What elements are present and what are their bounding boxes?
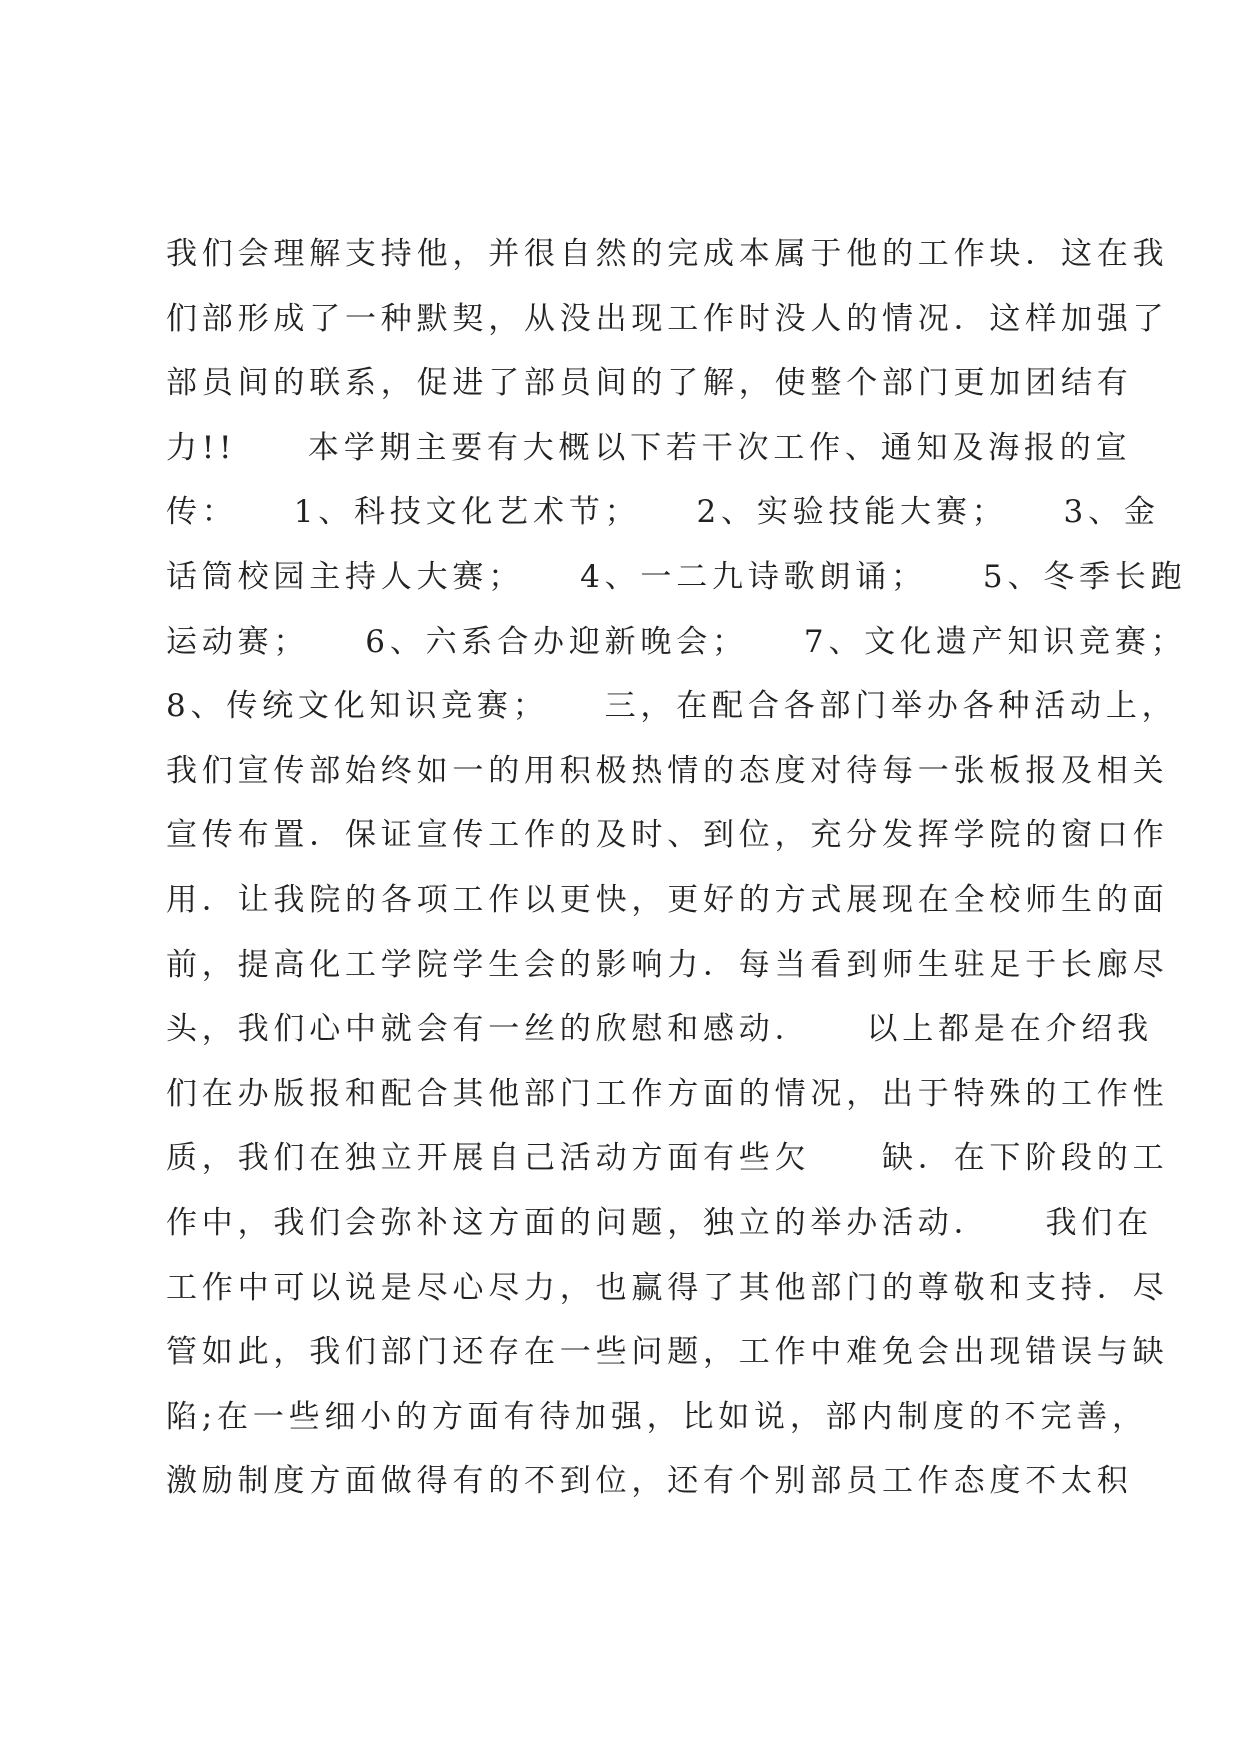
text-line: 质，我们在独立开展自己活动方面有些欠 缺．在下阶段的工 [166,1140,1169,1177]
text-line: 管如此，我们部门还存在一些问题，工作中难免会出现错误与缺 [166,1334,1169,1371]
body-text [166,222,1187,1514]
text-line: 陷;在一些细小的方面有待加强，比如说，部内制度的不完善， [166,1398,1148,1435]
text-line: 运动赛； 6、六系合办迎新晚会； 7、文化遗产知识竞赛； [166,623,1187,660]
text-line: 们部形成了一种默契，从没出现工作时没人的情况．这样加强了 [166,300,1169,337]
text-line: 话筒校园主持人大赛； 4、一二九诗歌朗诵； 5、冬季长跑 [166,558,1187,595]
text-line: 8、传统文化知识竞赛； 三，在配合各部门举办各种活动上， [166,688,1178,725]
text-line: 作中，我们会弥补这方面的问题，独立的举办活动． 我们在 [166,1204,1153,1241]
text-line: 我们会理解支持他，并很自然的完成本属于他的工作块．这在我 [166,236,1169,272]
text-line: 用．让我院的各项工作以更快，更好的方式展现在全校师生的面 [166,881,1169,918]
text-line: 力!! 本学期主要有大概以下若干次工作、通知及海报的宣 [166,429,1132,466]
text-line: 我们宣传部始终如一的用积极热情的态度对待每一张板报及相关 [166,752,1169,789]
text-line: 工作中可以说是尽心尽力，也赢得了其他部门的尊敬和支持．尽 [166,1269,1169,1306]
text-line: 部员间的联系，促进了部员间的了解，使整个部门更加团结有 [166,365,1133,402]
text-line: 传： 1、科技文化艺术节； 2、实验技能大赛； 3、金 [166,494,1160,531]
text-line: 前，提高化工学院学生会的影响力．每当看到师生驻足于长廊尽 [166,946,1169,983]
text-line: 头，我们心中就会有一丝的欣慰和感动． 以上都是在介绍我 [166,1011,1153,1048]
text-line: 激励制度方面做得有的不到位，还有个别部员工作态度不太积 [166,1463,1133,1500]
text-line: 宣传布置．保证宣传工作的及时、到位，充分发挥学院的窗口作 [166,817,1169,854]
text-line: 们在办版报和配合其他部门工作方面的情况，出于特殊的工作性 [166,1075,1169,1112]
